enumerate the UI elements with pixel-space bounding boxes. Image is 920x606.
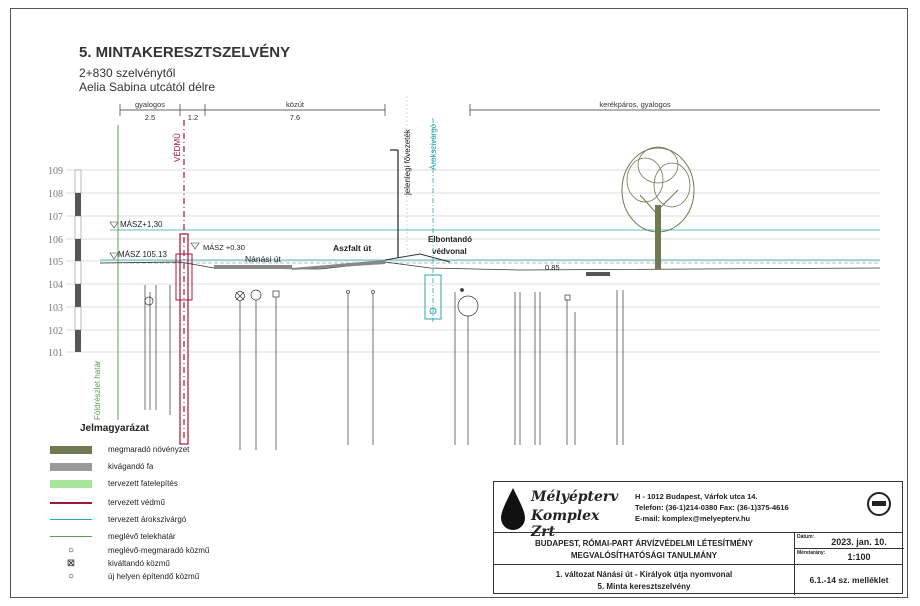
variant-row: 1. változat Nánási út - Királyok útja nyomvonal 5. Minta keresztszelvény 6.1.-14 sz. melléklet: [494, 564, 902, 595]
dim-kerekparos-label: kerékpáros, gyalogos: [599, 100, 671, 109]
fovezetek-label: jelenlegi fővezeték: [403, 129, 412, 195]
aszfalt-label: Aszfalt út: [333, 243, 372, 253]
bold-circle-icon: ○: [67, 571, 75, 582]
legend-item: meglévő telekhatár: [50, 532, 176, 541]
elev-108: 108: [48, 189, 63, 200]
dim-kozut-label: közút: [286, 100, 304, 109]
elev-104: 104: [48, 280, 63, 291]
legend-item: tervezett védmű: [50, 498, 165, 507]
dim-gyalogos-value: 2.5: [144, 113, 156, 122]
legend-item: megmaradó növényzet: [50, 445, 189, 454]
legend-item: tervezett árokszivárgó: [50, 515, 186, 524]
vedvonal-label: védvonal: [432, 247, 467, 256]
dim-gyalogos-label: gyalogos: [134, 100, 166, 109]
elbontando-label: Elbontandó: [428, 235, 472, 244]
masz030-label: MÁSZ +0.30: [203, 243, 245, 252]
legend-item: kivágandó fa: [50, 462, 153, 471]
elev-106: 106: [48, 235, 63, 246]
certification-seal-icon: [866, 491, 892, 517]
title-block: [493, 481, 903, 594]
dim-kozut-value: 7.6: [289, 113, 301, 122]
legend-item: ○ új helyen építendő közmű: [50, 571, 199, 582]
section-title: 5. MINTAKERESZTSZELVÉNY: [79, 44, 291, 61]
legend-line: [50, 536, 92, 537]
circle-icon: ○: [67, 545, 75, 556]
dim-085-label: 0.85: [545, 263, 560, 272]
vedmu-label: VÉDMŰ: [173, 133, 182, 162]
legend-title: Jelmagyarázat: [80, 423, 149, 434]
elevation-scale: [75, 170, 81, 352]
tree-icon: [622, 147, 694, 269]
elev-101: 101: [48, 348, 63, 359]
utilities: [145, 285, 623, 450]
chainage-subtitle: 2+830 szelvénytől: [79, 66, 176, 80]
project-row: BUDAPEST, RÓMAI-PART ÁRVÍZVÉDELMI LÉTESÍTMÉNY MEGVALÓSÍTHATÓSÁGI TANULMÁNY Dátum: 2023. jan. 10. Méretarány: 1:100: [494, 532, 902, 565]
elev-107: 107: [48, 212, 63, 223]
masz10513-label: MÁSZ 105.13: [118, 250, 167, 259]
elev-102: 102: [48, 326, 63, 337]
legend-swatch: [50, 463, 92, 471]
elev-103: 103: [48, 303, 63, 314]
elev-109: 109: [48, 166, 63, 177]
dimension-lines: [120, 104, 880, 116]
company-logo: Mélyépterv Komplex Zrt: [499, 486, 625, 530]
location-subtitle: Aelia Sabina utcától délre: [79, 80, 216, 94]
nanasi-label: Nánási út: [245, 254, 281, 264]
dim-gap-value: 1.2: [187, 113, 199, 122]
legend-item: ⊠ kiváltandó közmű: [50, 558, 170, 569]
crossed-box-icon: ⊠: [66, 558, 76, 569]
masz130-label: MÁSZ+1,30: [120, 220, 163, 229]
foldreszlet-label: Földrészlet határ: [93, 360, 102, 420]
legend-line: [50, 502, 92, 504]
elev-105: 105: [48, 257, 63, 268]
arok-label: Árokszivárgó: [429, 123, 438, 170]
company-address: H - 1012 Budapest, Várfok utca 14. Telefon: (36-1)214-0380 Fax: (36-1)375-4616 E-mail: komplex@melyepterv.hu: [635, 492, 789, 523]
legend-item: tervezett fatelepítés: [50, 479, 178, 488]
bike-path-marker: [586, 272, 610, 276]
aszfalt-pavement: [292, 260, 385, 270]
drop-logo-icon: [499, 486, 527, 530]
legend-swatch: [50, 446, 92, 454]
nanasi-pavement: [214, 265, 292, 269]
legend-item: ○ meglévő-megmaradó közmű: [50, 545, 209, 556]
legend-line: [50, 519, 92, 520]
legend-swatch: [50, 480, 92, 488]
